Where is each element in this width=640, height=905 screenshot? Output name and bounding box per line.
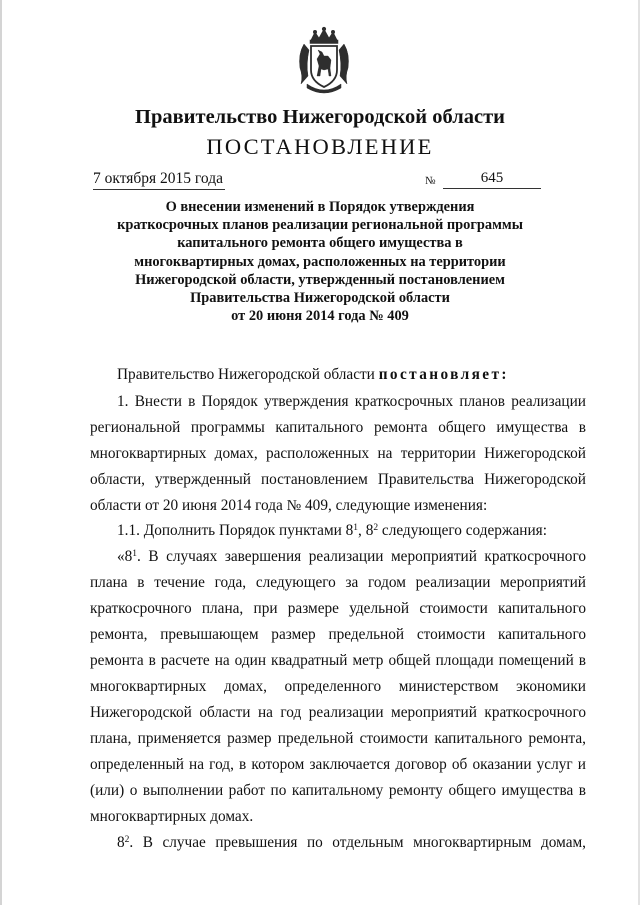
document-type: ПОСТАНОВЛЕНИЕ bbox=[206, 134, 434, 159]
clause-8-1-line: многоквартирных домах, определенного министерством экономики bbox=[90, 678, 586, 695]
preamble bbox=[117, 362, 577, 387]
subject-line: Нижегородской области, утвержденный постановлением bbox=[135, 271, 505, 288]
clause-8-2-first-line: $8^2$. В случае превышения по отдельным многоквартирным домам, bbox=[117, 834, 586, 851]
clause-8-1-line: плана в течение года, следующего за годом реализации мероприятий bbox=[90, 574, 586, 591]
number-label: № bbox=[425, 175, 436, 187]
paragraph-1-line: многоквартирных домах, расположенных на территории Нижегородской bbox=[90, 445, 586, 462]
paragraph-1-line: области от 20 июня 2014 года № 409, следующие изменения: bbox=[90, 497, 488, 514]
clause-8-1-line: ремонта в расчете на один квадратный метр общей площади помещений в bbox=[90, 652, 586, 669]
subject-line: от 20 июня 2014 года № 409 bbox=[231, 308, 409, 325]
paragraph-1-line: 1. Внести в Порядок утверждения краткосрочных планов реализации bbox=[117, 393, 586, 410]
clause-8-1-line: ремонта, превышающем размер предельной стоимости капитального bbox=[90, 626, 586, 643]
subject-line: Правительства Нижегородской области bbox=[190, 290, 450, 307]
clause-8-1-line: определенный на год, в котором заключается договор об оказании услуг и bbox=[90, 756, 586, 773]
paragraph-1-line: региональной программы капитального ремонта общего имущества в bbox=[90, 419, 586, 436]
document-date: 7 октября 2015 года bbox=[93, 169, 225, 190]
clause-8-1-first-line: «$8^1$. В случаях завершения реализации мероприятий краткосрочного bbox=[117, 548, 586, 565]
preamble-resolves: постановляет: bbox=[378, 366, 509, 383]
clause-8-1-line: плана, применяется размер предельной стоимости капитального ремонта, bbox=[90, 730, 586, 747]
clause-8-1-line: многоквартирных домах. bbox=[90, 808, 254, 825]
subject-line: капитального ремонта общего имущества в bbox=[177, 235, 463, 252]
document-number: 645 bbox=[443, 168, 541, 189]
subject-line: О внесении изменений в Порядок утверждения bbox=[165, 199, 475, 215]
clause-8-1-line: Нижегородской области на год реализации мероприятий краткосрочного bbox=[90, 704, 586, 721]
clause-8-1-line: (или) о выполнении работ по капитальному ремонту общего имущества в bbox=[90, 782, 586, 799]
subject-line: краткосрочных планов реализации региональной программы bbox=[117, 217, 523, 234]
paragraph-1-1: 1.1. Дополнить Порядок пунктами $8^1$, $8^2$ следующего содержания: bbox=[117, 522, 547, 539]
government-title: Правительство Нижегородской области bbox=[135, 106, 505, 128]
subject-line: многоквартирных домах, расположенных на территории bbox=[134, 253, 506, 270]
coat-of-arms-icon bbox=[297, 26, 351, 96]
paragraph-1-line: области, утвержденный постановлением Правительства Нижегородской bbox=[90, 471, 586, 488]
clause-8-1-line: краткосрочного плана, при размере удельной стоимости капитального bbox=[90, 600, 586, 617]
document-subject bbox=[60, 198, 580, 325]
preamble-text: Правительство Нижегородской области bbox=[117, 366, 379, 383]
